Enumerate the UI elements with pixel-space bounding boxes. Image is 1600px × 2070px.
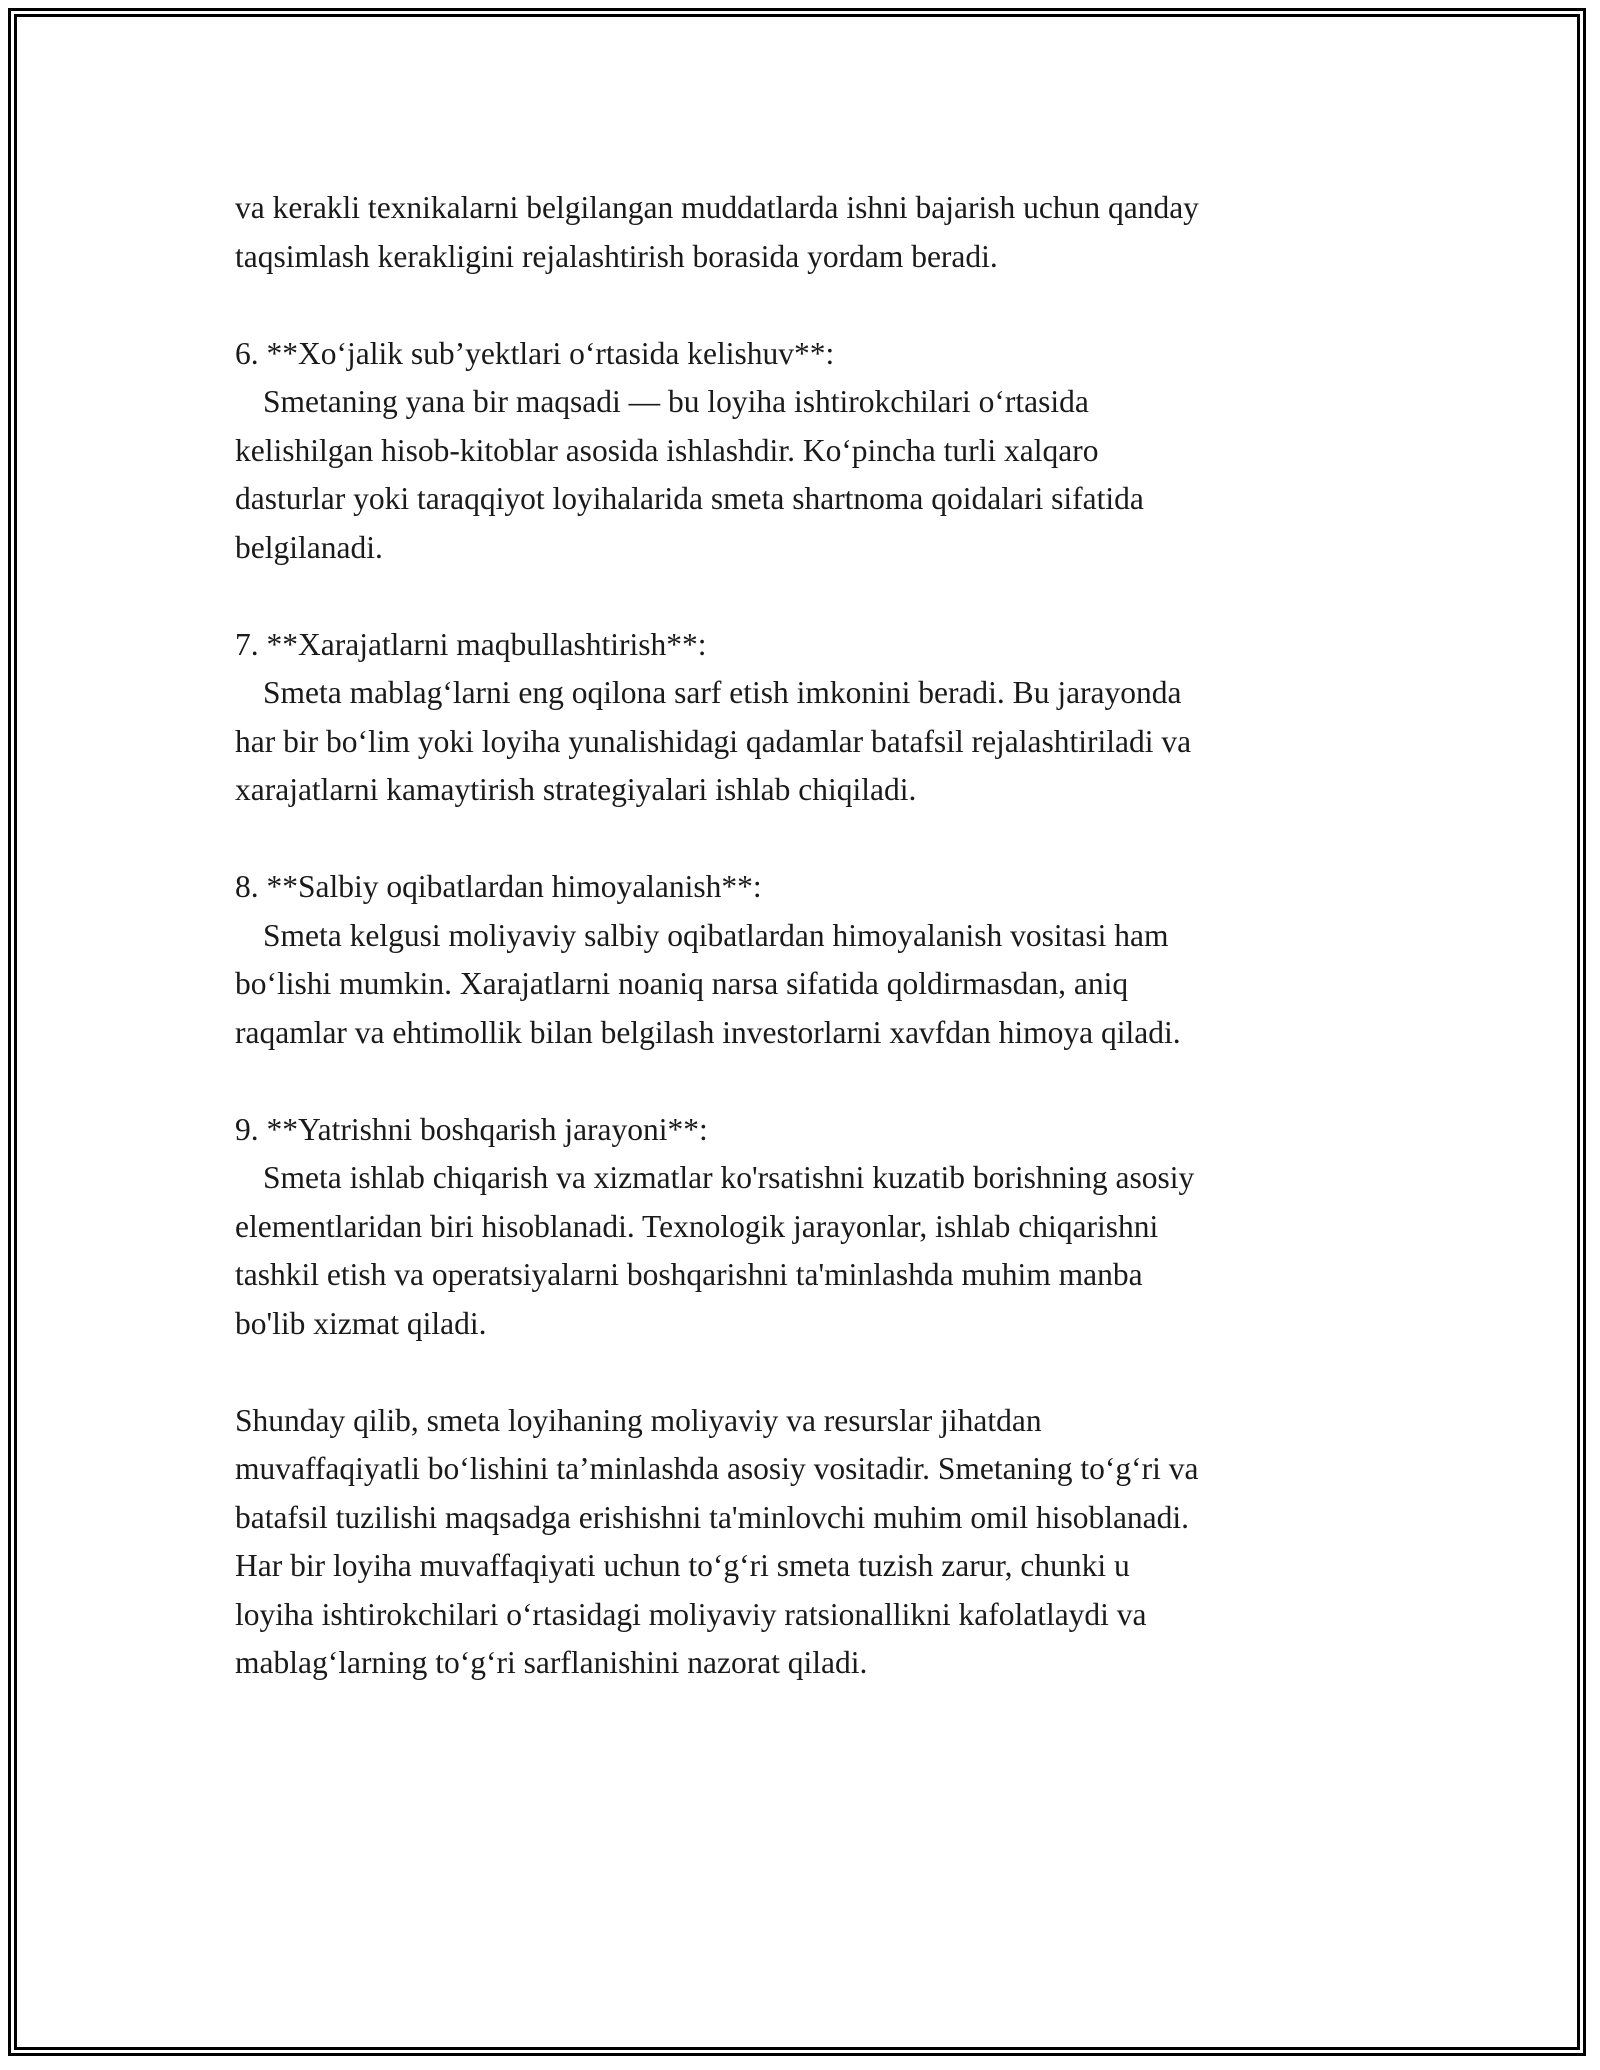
section-line: har bir bo‘lim yoki loyiha yunalishidagi qadamlar batafsil rejalashtiriladi va	[235, 723, 1192, 759]
section-line: bo‘lishi mumkin. Xarajatlarni noaniq narsa sifatida qoldirmasdan, aniq	[235, 966, 1129, 1001]
intro-line: taqsimlash kerakligini rejalashtirish borasida yordam beradi.	[235, 238, 998, 274]
conclusion-line: mablag‘larning to‘g‘ri sarflanishini nazorat qiladi.	[235, 1645, 868, 1680]
section-7	[235, 621, 1375, 815]
section-line: belgilanadi.	[235, 529, 383, 565]
section-9	[235, 1106, 1375, 1349]
section-line: tashkil etish va operatsiyalarni boshqarishni ta'minlashda muhim manba	[235, 1257, 1143, 1292]
section-line: xarajatlarni kamaytirish strategiyalari ishlab chiqiladi.	[235, 772, 917, 807]
document-body	[235, 184, 1375, 1736]
section-line: Smetaning yana bir maqsadi — bu loyiha ishtirokchilari o‘rtasida	[263, 384, 1089, 419]
intro-line: va kerakli texnikalarni belgilangan muddatlarda ishni bajarish uchun qanday	[235, 190, 1199, 225]
section-heading: 6. **Xo‘jalik sub’yektlari o‘rtasida kelishuv**:	[235, 335, 835, 371]
conclusion-line: Har bir loyiha muvaffaqiyati uchun to‘g‘ri smeta tuzish zarur, chunki u	[235, 1548, 1130, 1583]
section-heading: 9. **Yatrishni boshqarish jarayoni**:	[235, 1111, 708, 1147]
section-line: Smeta ishlab chiqarish va xizmatlar ko'rsatishni kuzatib borishning asosiy	[263, 1160, 1195, 1195]
section-line: dasturlar yoki taraqqiyot loyihalarida smeta shartnoma qoidalari sifatida	[235, 481, 1144, 516]
conclusion-paragraph	[235, 1397, 1375, 1688]
section-line: Smeta kelgusi moliyaviy salbiy oqibatlardan himoyalanish vositasi ham	[263, 917, 1169, 953]
section-line: kelishilgan hisob-kitoblar asosida ishlashdir. Ko‘pincha turli xalqaro	[235, 432, 1099, 468]
conclusion-line: Shunday qilib, smeta loyihaning moliyaviy va resurslar jihatdan	[235, 1402, 1042, 1438]
conclusion-line: batafsil tuzilishi maqsadga erishishni ta'minlovchi muhim omil hisoblanadi.	[235, 1499, 1190, 1535]
section-heading: 7. **Xarajatlarni maqbullashtirish**:	[235, 626, 707, 662]
section-line: elementlaridan biri hisoblanadi. Texnologik jarayonlar, ishlab chiqarishni	[235, 1208, 1159, 1244]
conclusion-line: muvaffaqiyatli bo‘lishini ta’minlashda asosiy vositadir. Smetaning to‘g‘ri va	[235, 1451, 1199, 1486]
section-8	[235, 863, 1375, 1057]
section-line: Smeta mablag‘larni eng oqilona sarf etish imkonini beradi. Bu jarayonda	[263, 675, 1182, 710]
intro-paragraph	[235, 184, 1375, 281]
section-6	[235, 330, 1375, 573]
section-heading: 8. **Salbiy oqibatlardan himoyalanish**:	[235, 869, 762, 904]
section-line: bo'lib xizmat qiladi.	[235, 1305, 487, 1341]
conclusion-line: loyiha ishtirokchilari o‘rtasidagi moliyaviy ratsionallikni kafolatlaydi va	[235, 1596, 1147, 1632]
section-line: raqamlar va ehtimollik bilan belgilash investorlarni xavfdan himoya qiladi.	[235, 1014, 1181, 1050]
